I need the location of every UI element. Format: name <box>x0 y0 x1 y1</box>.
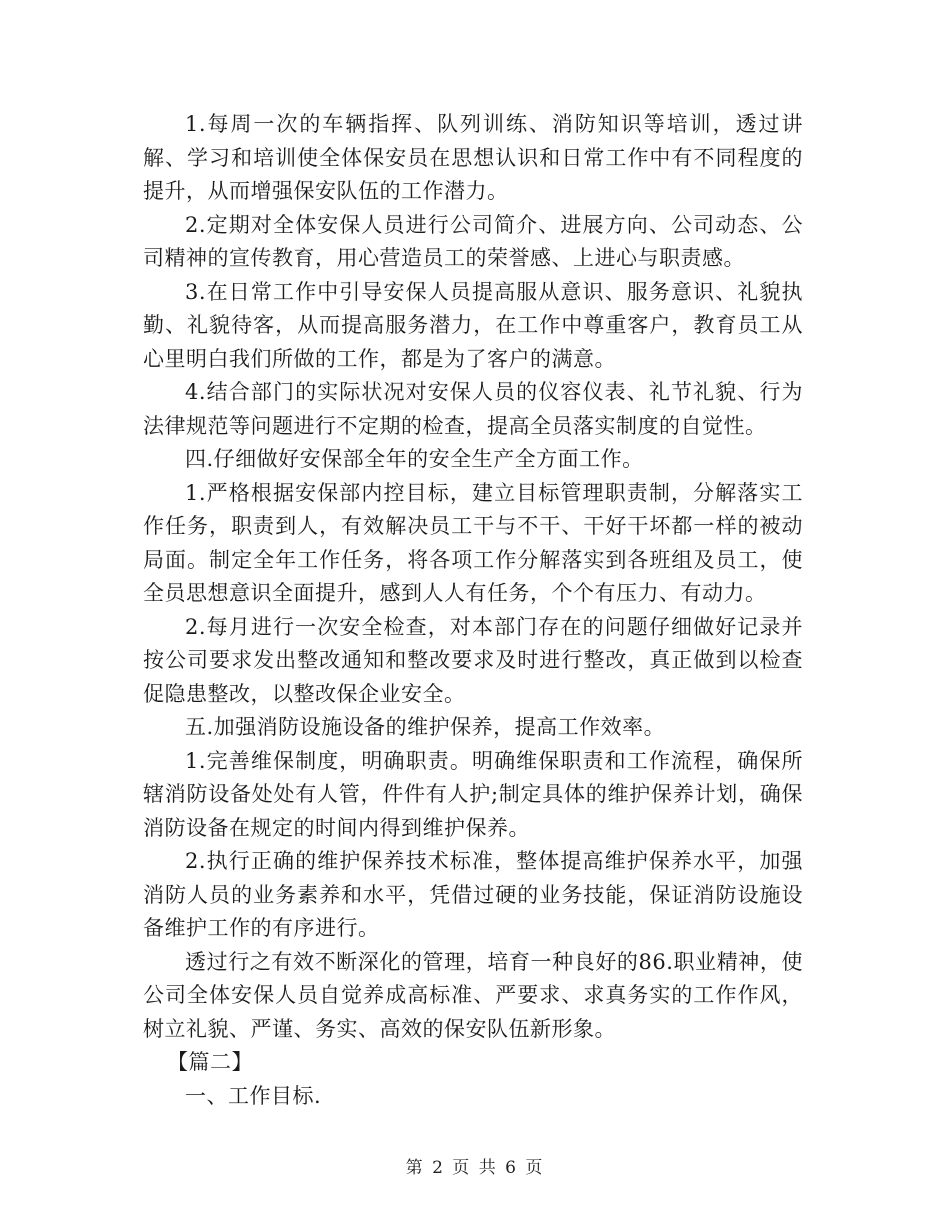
part-two-heading: 【篇二】 <box>167 1050 253 1074</box>
paragraph-3: 3.在日常工作中引导安保人员提高服从意识、服务意识、礼貌执勤、礼貌待客，从而提高服务潜力，在工作中尊重客户，教育员工从心里明白我们所做的工作，都是为了客户的满意。 <box>143 279 803 371</box>
paragraph-2: 2.定期对全体安保人员进行公司简介、进展方向、公司动态、公司精神的宣传教育，用心营造员工的荣誉感、上进心与职责感。 <box>143 212 803 270</box>
work-goal-heading: 一、工作目标. <box>185 1083 322 1108</box>
section-heading-5: 五.加强消防设施设备的维护保养，提高工作效率。 <box>185 715 666 739</box>
section-heading-4: 四.仔细做好安保部全年的安全生产全方面工作。 <box>185 447 644 471</box>
paragraph-9: 透过行之有效不断深化的管理，培育一种良好的86.职业精神，使公司全体安保人员自觉养成高标准、严要求、求真务实的工作作风，树立礼貌、严谨、务实、高效的保安队伍新形象。 <box>143 949 803 1041</box>
paragraph-8: 2.执行正确的维护保养技术标准，整体提高维护保养水平，加强消防人员的业务素养和水平，凭借过硬的业务技能，保证消防设施设备维护工作的有序进行。 <box>143 849 803 940</box>
document-body <box>143 108 803 1113</box>
paragraph-7: 1.完善维保制度，明确职责。明确维保职责和工作流程，确保所辖消防设备处处有人管，件件有人护;制定具体的维护保养计划，确保消防设备在规定的时间内得到维护保养。 <box>143 748 803 840</box>
paragraph-5: 1.严格根据安保部内控目标，建立目标管理职责制，分解落实工作任务，职责到人，有效解决员工干与不干、干好干坏都一样的被动局面。制定全年工作任务，将各项工作分解落实到各班组及员工，使全员思想意识全面提升，感到人人有任务，个个有压力、有动力。 <box>143 480 803 605</box>
paragraph-1: 1.每周一次的车辆指挥、队列训练、消防知识等培训，透过讲解、学习和培训使全体保安员在思想认识和日常工作中有不同程度的提升，从而增强保安队伍的工作潜力。 <box>143 112 803 203</box>
paragraph-4: 4.结合部门的实际状况对安保人员的仪容仪表、礼节礼貌、行为法律规范等问题进行不定期的检查，提高全员落实制度的自觉性。 <box>143 380 803 438</box>
page-footer: 第 2 页 共 6 页 <box>405 1158 545 1178</box>
paragraph-6: 2.每月进行一次安全检查，对本部门存在的问题仔细做好记录并按公司要求发出整改通知和整改要求及时进行整改，真正做到以检查促隐患整改，以整改保企业安全。 <box>143 614 803 706</box>
